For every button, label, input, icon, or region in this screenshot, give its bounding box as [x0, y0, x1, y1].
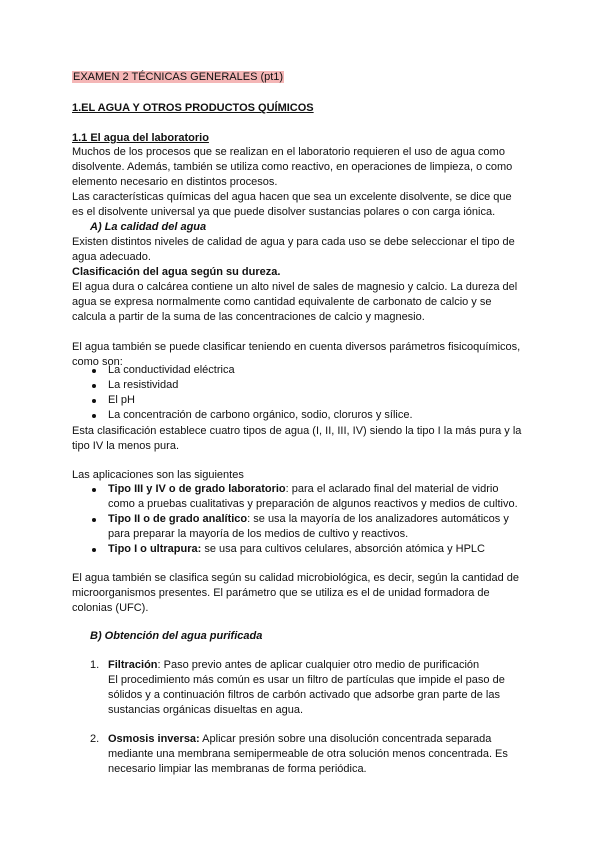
bullet-dot — [92, 384, 96, 388]
clasif-line: Esta clasificación establece cuatro tipos de agua (I, II, III, IV) siendo la tipo I la más pura y la — [72, 425, 522, 437]
intro-line: disolvente. Además, también se utiliza como reactivo, en operaciones de limpieza, o como — [72, 161, 513, 173]
app-bullet — [108, 512, 509, 528]
app-cont: como a pruebas cualitativas y preparación de algunos reactivos y medios de cultivo. — [108, 498, 518, 510]
section-title: 1.EL AGUA Y OTROS PRODUCTOS QUÍMICOS — [72, 102, 314, 114]
bullet-dot — [92, 399, 96, 403]
app-cont: para preparar la mayoría de los medios de cultivo y reactivos. — [108, 528, 409, 540]
subsection-title: 1.1 El agua del laboratorio — [72, 132, 209, 144]
step-cont: sustancias orgánicas disueltas en agua. — [108, 704, 304, 716]
clasif-line: tipo IV la menos pura. — [72, 440, 180, 452]
dureza-line: calcula a partir de la suma de las concentraciones de calcio y magnesio. — [72, 311, 425, 323]
dureza-line: agua se expresa normalmente como cantidad equivalente de carbonato de calcio y se — [72, 296, 492, 308]
bullet-dot — [92, 369, 96, 373]
dureza-title: Clasificación del agua según su dureza. — [72, 266, 281, 278]
step-cont: necesario limpiar las membranas de forma periódica. — [108, 763, 367, 775]
intro-line: elemento necesario en distintos procesos. — [72, 176, 278, 188]
bullet-dot — [92, 548, 96, 552]
micro-line: El agua también se clasifica según su calidad microbiológica, es decir, según la cantidad de — [72, 572, 519, 584]
fisico-line: El agua también se puede clasificar teniendo en cuenta diversos parámetros fisicoquímicos, — [72, 341, 521, 353]
calidad-line: agua adecuado. — [72, 251, 151, 263]
step-number: 2. — [90, 733, 100, 745]
app-term: Tipo II o de grado analítico — [108, 513, 248, 525]
param-bullet: La concentración de carbono orgánico, sodio, cloruros y sílice. — [108, 409, 413, 421]
param-bullet: El pH — [108, 394, 135, 406]
intro-line: Las características químicas del agua hacen que sea un excelente disolvente, se dice que — [72, 191, 512, 203]
step-text: Aplicar presión sobre una disolución concentrada separada — [199, 733, 492, 745]
dureza-line: El agua dura o calcárea contiene un alto nivel de sales de magnesio y calcio. La dureza del — [72, 281, 518, 293]
step-cont: mediante una membrana semipermeable de otra solución menos concentrada. Es — [108, 748, 508, 760]
step-term: Osmosis inversa: — [108, 733, 200, 745]
exam-title-highlight: EXAMEN 2 TÉCNICAS GENERALES (pt1) — [73, 71, 284, 83]
step-term: Filtración — [108, 659, 158, 671]
heading-b: B) Obtención del agua purificada — [90, 630, 263, 642]
calidad-line: Existen distintos niveles de calidad de agua y para cada uso se debe seleccionar el tipo de — [72, 236, 515, 248]
bullet-dot — [92, 518, 96, 522]
fisico-line: como son: — [72, 356, 123, 368]
bullet-dot — [92, 414, 96, 418]
app-text: se usa para cultivos celulares, absorción atómica y HPLC — [201, 543, 485, 555]
app-text: : para el aclarado final del material de vidrio — [285, 483, 499, 495]
step-first-line — [108, 732, 491, 748]
step-number: 1. — [90, 659, 100, 671]
aplicaciones-intro: Las aplicaciones son las siguientes — [72, 469, 244, 481]
intro-line: es el disolvente universal ya que puede disolver sustancias polares o con carga iónica. — [72, 206, 496, 218]
param-bullet: La conductividad eléctrica — [108, 364, 235, 376]
micro-line: microorganismos presentes. El parámetro que se utiliza es el de unidad formadora de — [72, 587, 490, 599]
exam-title — [72, 70, 284, 86]
step-first-line — [108, 658, 479, 674]
step-cont: El procedimiento más común es usar un filtro de partículas que impide el paso de — [108, 674, 505, 686]
micro-line: colonias (UFC). — [72, 602, 149, 614]
app-bullet — [108, 542, 485, 558]
step-cont: sólidos y a continuación filtros de carbón activado que adsorbe gran parte de las — [108, 689, 500, 701]
app-term: Tipo I o ultrapura: — [108, 543, 202, 555]
app-bullet — [108, 482, 498, 498]
heading-a: A) La calidad del agua — [90, 221, 207, 233]
app-term: Tipo III y IV o de grado laboratorio — [108, 483, 286, 495]
app-text: : se usa la mayoría de los analizadores automáticos y — [247, 513, 509, 525]
step-text: : Paso previo antes de aplicar cualquier otro medio de purificación — [157, 659, 480, 671]
bullet-dot — [92, 488, 96, 492]
param-bullet: La resistividad — [108, 379, 179, 391]
intro-line: Muchos de los procesos que se realizan en el laboratorio requieren el uso de agua como — [72, 146, 505, 158]
